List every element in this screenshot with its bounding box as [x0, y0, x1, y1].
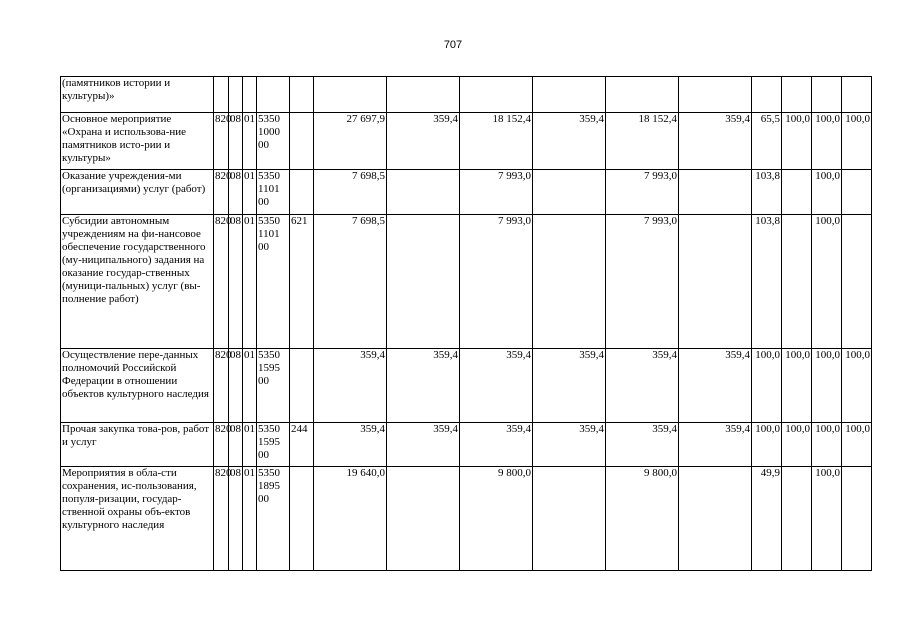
- percent-cell: 100,0: [812, 349, 842, 423]
- value-cell: [679, 77, 752, 113]
- value-cell: 359,4: [533, 113, 606, 170]
- percent-cell: 100,0: [812, 170, 842, 215]
- percent-cell: [812, 77, 842, 113]
- ved-code: 820: [214, 170, 229, 215]
- csr-code: 5350 1595 00: [257, 423, 290, 467]
- value-cell: 7 993,0: [606, 170, 679, 215]
- value-cell: 359,4: [387, 113, 460, 170]
- value-cell: [387, 215, 460, 349]
- table-row: [61, 423, 872, 467]
- rz-code: 08: [229, 423, 243, 467]
- percent-cell: [782, 467, 812, 571]
- value-cell: 359,4: [533, 423, 606, 467]
- table-row: [61, 215, 872, 349]
- value-cell: 7 993,0: [460, 215, 533, 349]
- percent-cell: [842, 467, 872, 571]
- value-cell: 359,4: [387, 349, 460, 423]
- table-row: [61, 113, 872, 170]
- value-cell: 9 800,0: [460, 467, 533, 571]
- value-cell: [460, 77, 533, 113]
- percent-cell: [782, 215, 812, 349]
- value-cell: 359,4: [679, 113, 752, 170]
- value-cell: 359,4: [460, 349, 533, 423]
- vr-code: [290, 467, 314, 571]
- row-name: Мероприятия в обла-сти сохранения, ис-пользования, популя-ризации, государ-ственной охраны объ-ектов культурного наследия: [61, 467, 214, 571]
- row-name: Оказание учреждения-ми (организациями) услуг (работ): [61, 170, 214, 215]
- table-row: [61, 170, 872, 215]
- vr-code: [290, 113, 314, 170]
- value-cell: 359,4: [314, 423, 387, 467]
- value-cell: [387, 467, 460, 571]
- row-name: Осуществление пере-данных полномочий Российской Федерации в отношении объектов культурного наследия: [61, 349, 214, 423]
- csr-code: [257, 77, 290, 113]
- ved-code: 820: [214, 215, 229, 349]
- value-cell: 7 993,0: [460, 170, 533, 215]
- percent-cell: 100,0: [782, 349, 812, 423]
- pr-code: [243, 77, 257, 113]
- rz-code: 08: [229, 170, 243, 215]
- value-cell: [679, 467, 752, 571]
- value-cell: [533, 467, 606, 571]
- ved-code: 820: [214, 349, 229, 423]
- value-cell: 27 697,9: [314, 113, 387, 170]
- percent-cell: 100,0: [842, 423, 872, 467]
- row-name: (памятников истории и культуры)»: [61, 77, 214, 113]
- csr-code: 5350 1101 00: [257, 170, 290, 215]
- value-cell: [314, 77, 387, 113]
- rz-code: 08: [229, 467, 243, 571]
- value-cell: 18 152,4: [606, 113, 679, 170]
- csr-code: 5350 1101 00: [257, 215, 290, 349]
- value-cell: 359,4: [460, 423, 533, 467]
- percent-cell: [782, 170, 812, 215]
- value-cell: 359,4: [606, 423, 679, 467]
- percent-cell: 49,9: [752, 467, 782, 571]
- percent-cell: 100,0: [842, 349, 872, 423]
- percent-cell: 103,8: [752, 170, 782, 215]
- value-cell: 359,4: [387, 423, 460, 467]
- percent-cell: 100,0: [782, 113, 812, 170]
- pr-code: 01: [243, 170, 257, 215]
- rz-code: 08: [229, 113, 243, 170]
- budget-table: [60, 76, 872, 571]
- percent-cell: [842, 215, 872, 349]
- csr-code: 5350 1595 00: [257, 349, 290, 423]
- value-cell: 7 993,0: [606, 215, 679, 349]
- value-cell: 359,4: [679, 423, 752, 467]
- ved-code: 820: [214, 423, 229, 467]
- value-cell: [533, 215, 606, 349]
- value-cell: 18 152,4: [460, 113, 533, 170]
- vr-code: [290, 77, 314, 113]
- value-cell: [679, 170, 752, 215]
- value-cell: [679, 215, 752, 349]
- percent-cell: [842, 170, 872, 215]
- pr-code: 01: [243, 467, 257, 571]
- vr-code: 244: [290, 423, 314, 467]
- value-cell: 359,4: [533, 349, 606, 423]
- value-cell: 359,4: [314, 349, 387, 423]
- rz-code: 08: [229, 349, 243, 423]
- percent-cell: 103,8: [752, 215, 782, 349]
- csr-code: 5350 1895 00: [257, 467, 290, 571]
- table-row: [61, 467, 872, 571]
- value-cell: 19 640,0: [314, 467, 387, 571]
- value-cell: 359,4: [679, 349, 752, 423]
- table-row: [61, 77, 872, 113]
- value-cell: [533, 77, 606, 113]
- percent-cell: [842, 77, 872, 113]
- percent-cell: 100,0: [752, 349, 782, 423]
- value-cell: 7 698,5: [314, 170, 387, 215]
- percent-cell: 100,0: [812, 113, 842, 170]
- percent-cell: 100,0: [812, 467, 842, 571]
- percent-cell: 100,0: [812, 215, 842, 349]
- row-name: Субсидии автономным учреждениям на фи-нансовое обеспечение государственного (му-ниципального) задания на оказание государ-ственных (муници-пальных) услуг (вы-полнение работ): [61, 215, 214, 349]
- page-number: 707: [443, 39, 463, 51]
- vr-code: 621: [290, 215, 314, 349]
- ved-code: 820: [214, 467, 229, 571]
- ved-code: 820: [214, 113, 229, 170]
- csr-code: 5350 1000 00: [257, 113, 290, 170]
- percent-cell: [752, 77, 782, 113]
- pr-code: 01: [243, 423, 257, 467]
- percent-cell: 100,0: [752, 423, 782, 467]
- ved-code: [214, 77, 229, 113]
- row-name: Основное мероприятие «Охрана и использова-ние памятников исто-рии и культуры»: [61, 113, 214, 170]
- table-row: [61, 349, 872, 423]
- pr-code: 01: [243, 349, 257, 423]
- row-name: Прочая закупка това-ров, работ и услуг: [61, 423, 214, 467]
- rz-code: 08: [229, 215, 243, 349]
- percent-cell: [782, 77, 812, 113]
- value-cell: [387, 77, 460, 113]
- value-cell: [387, 170, 460, 215]
- value-cell: 9 800,0: [606, 467, 679, 571]
- vr-code: [290, 349, 314, 423]
- percent-cell: 100,0: [782, 423, 812, 467]
- value-cell: 7 698,5: [314, 215, 387, 349]
- percent-cell: 65,5: [752, 113, 782, 170]
- value-cell: [533, 170, 606, 215]
- percent-cell: 100,0: [842, 113, 872, 170]
- table-body: [61, 77, 872, 571]
- vr-code: [290, 170, 314, 215]
- pr-code: 01: [243, 113, 257, 170]
- value-cell: [606, 77, 679, 113]
- value-cell: 359,4: [606, 349, 679, 423]
- percent-cell: 100,0: [812, 423, 842, 467]
- pr-code: 01: [243, 215, 257, 349]
- rz-code: [229, 77, 243, 113]
